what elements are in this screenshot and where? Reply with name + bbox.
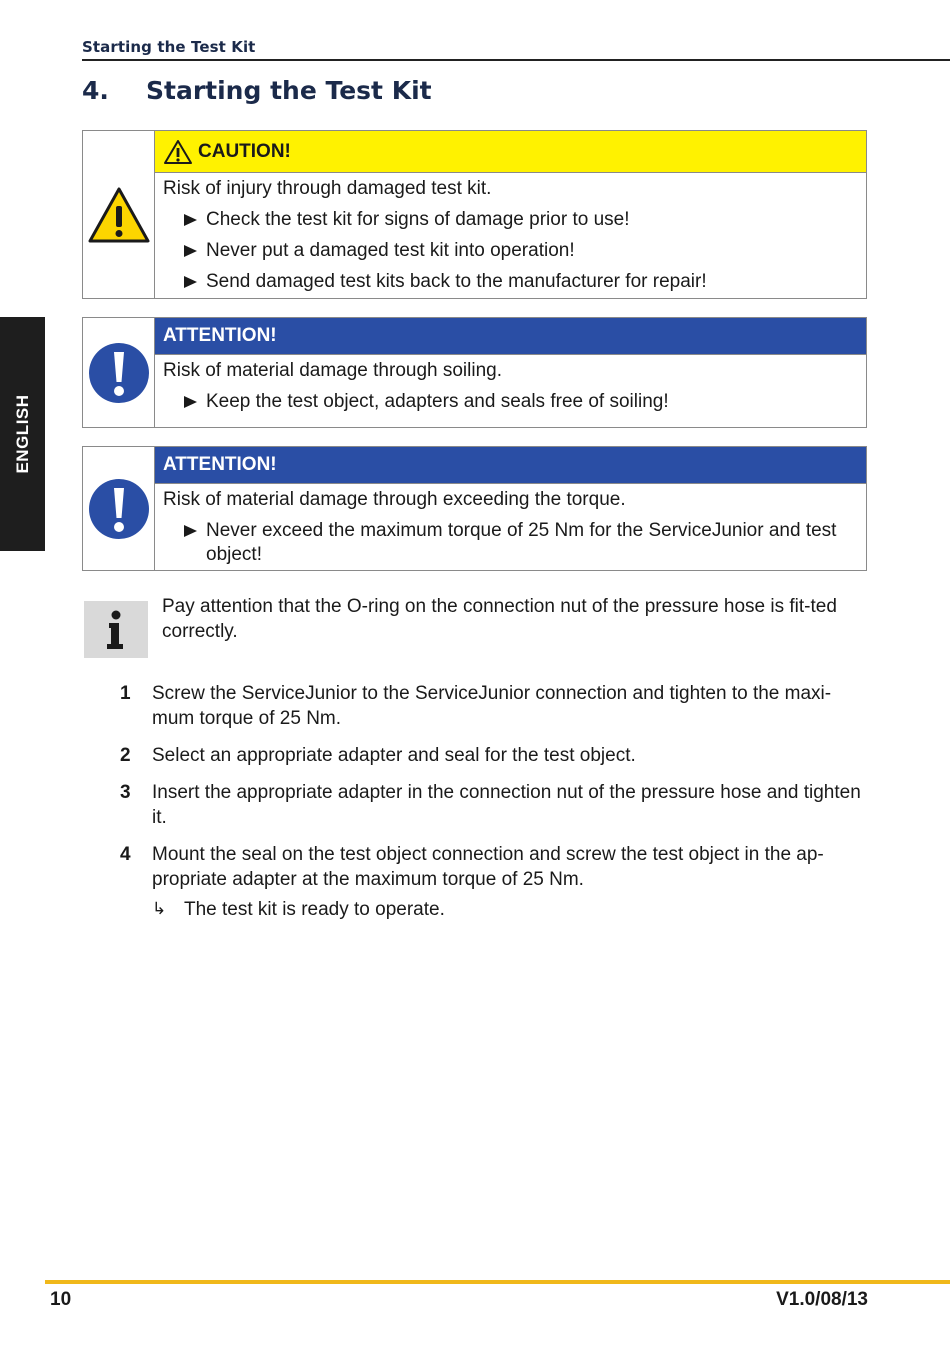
section-title-text: Starting the Test Kit	[146, 76, 432, 105]
running-header: Starting the Test Kit	[82, 38, 256, 56]
info-icon	[104, 610, 128, 650]
caution-list	[154, 208, 866, 298]
version-label: V1.0/08/13	[776, 1289, 868, 1310]
result-line	[120, 897, 870, 922]
section-number: 4.	[82, 76, 109, 105]
caution-notice	[82, 130, 867, 299]
list-item: Never put a damaged test kit into operation!	[184, 239, 857, 263]
warning-triangle-icon	[87, 186, 151, 244]
step-item	[120, 681, 870, 731]
info-text: Pay attention that the O-ring on the connection nut of the pressure hose is fit-ted correctly.	[162, 596, 837, 642]
step-text: Select an appropriate adapter and seal for the test object.	[152, 745, 636, 766]
result-arrow-icon: ↳	[152, 899, 167, 919]
warning-triangle-small-icon	[163, 139, 193, 165]
list-item: Never exceed the maximum torque of 25 Nm for the ServiceJunior and test object!	[184, 519, 857, 567]
list-item: Check the test kit for signs of damage prior to use!	[184, 208, 857, 232]
attention-list	[154, 519, 866, 571]
attention-lead: Risk of material damage through soiling.	[163, 360, 503, 381]
step-number: 3	[120, 782, 131, 803]
step-text: Mount the seal on the test object connection and screw the test object in the ap-propriate adapter at the maximum torque of 25 Nm.	[152, 844, 824, 890]
bullet-arrow-icon	[184, 396, 197, 408]
step-text: Screw the ServiceJunior to the ServiceJunior connection and tighten to the maxi-mum torque of 25 Nm.	[152, 683, 832, 729]
caution-label: CAUTION!	[198, 140, 291, 162]
bullet-arrow-icon	[184, 525, 197, 537]
exclamation-circle-icon	[88, 342, 150, 404]
list-item: Send damaged test kits back to the manufacturer for repair!	[184, 270, 857, 294]
step-item	[120, 743, 870, 768]
language-tab	[0, 317, 45, 551]
bullet-arrow-icon	[184, 214, 197, 226]
bullet-arrow-icon	[184, 245, 197, 257]
footer-rule	[45, 1280, 950, 1284]
step-list	[120, 681, 870, 922]
bullet-arrow-icon	[184, 276, 197, 288]
attention-bar: ATTENTION!	[154, 318, 866, 355]
header-rule	[82, 59, 950, 61]
language-tab-label: ENGLISH	[12, 394, 32, 474]
step-number: 2	[120, 745, 131, 766]
step-number: 1	[120, 683, 131, 704]
attention-bar: ATTENTION!	[154, 447, 866, 484]
section-title	[82, 76, 432, 105]
result-text: The test kit is ready to operate.	[184, 899, 445, 920]
step-item	[120, 780, 870, 830]
attention-notice-soiling	[82, 317, 867, 428]
exclamation-circle-icon	[88, 478, 150, 540]
caution-lead: Risk of injury through damaged test kit.	[163, 178, 492, 199]
step-item	[120, 842, 870, 892]
attention-lead: Risk of material damage through exceeding the torque.	[163, 489, 626, 510]
step-text: Insert the appropriate adapter in the connection nut of the pressure hose and tighten it.	[152, 782, 861, 828]
attention-list	[154, 390, 866, 418]
step-number: 4	[120, 844, 131, 865]
caution-bar	[154, 131, 866, 173]
page-number: 10	[50, 1289, 72, 1310]
list-item: Keep the test object, adapters and seals free of soiling!	[184, 390, 857, 414]
info-icon-box	[84, 601, 148, 658]
attention-notice-torque	[82, 446, 867, 571]
